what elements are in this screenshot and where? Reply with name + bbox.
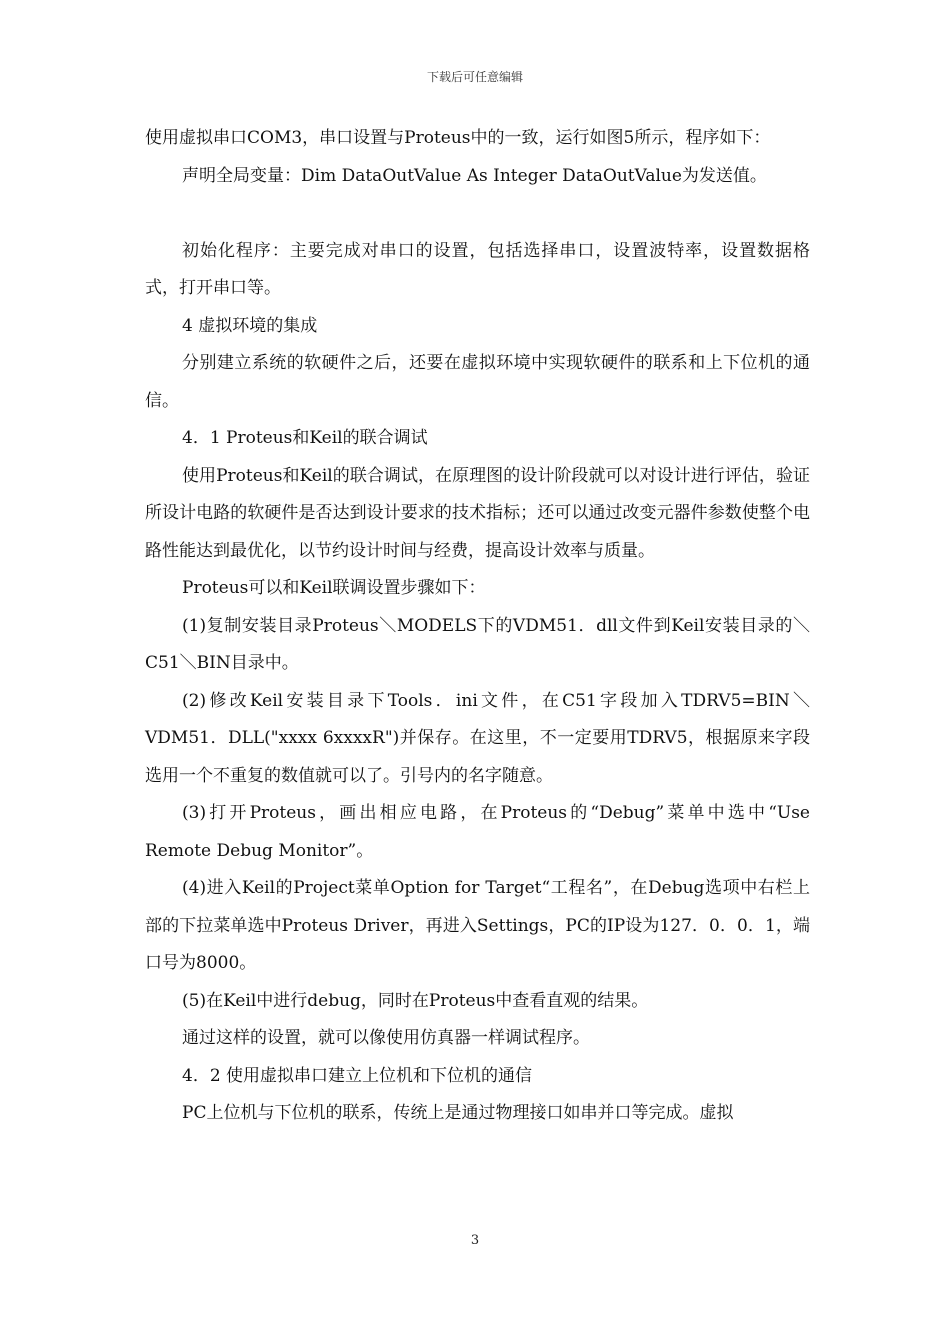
paragraph: Proteus可以和Keil联调设置步骤如下：: [182, 578, 486, 598]
section-heading: 4 虚拟环境的集成: [182, 315, 318, 336]
paragraph: 初始化程序：主要完成对串口的设置，包括选择串口，设置波特率，设置数据格式，打开串口等。: [145, 240, 810, 298]
paragraph: 声明全局变量：Dim DataOutValue As Integer DataOutValue为发送值。: [182, 165, 767, 186]
document-body: [145, 120, 810, 1133]
page-number: 3: [470, 1233, 480, 1248]
list-item: (5)在Keil中进行debug，同时在Proteus中查看直观的结果。: [182, 990, 649, 1011]
list-item: (3)打开Proteus，画出相应电路，在Proteus的“Debug”菜单中选中“Use Remote Debug Monitor”。: [145, 803, 810, 861]
paragraph: PC上位机与下位机的联系，传统上是通过物理接口如串并口等完成。虚拟: [182, 1103, 734, 1123]
list-item: (1)复制安装目录Proteus＼MODELS下的VDM51．dll文件到Keil安装目录的＼C51＼BIN目录中。: [145, 615, 810, 673]
paragraph: 使用Proteus和Keil的联合调试，在原理图的设计阶段就可以对设计进行评估，验证所设计电路的软硬件是否达到设计要求的技术指标；还可以通过改变元器件参数使整个电路性能达到最优化，以节约设计时间与经费，提高设计效率与质量。: [145, 465, 810, 561]
subsection-heading: 4．1 Proteus和Keil的联合调试: [182, 428, 428, 448]
paragraph: 通过这样的设置，就可以像使用仿真器一样调试程序。: [182, 1028, 590, 1048]
paragraph: 使用虚拟串口COM3，串口设置与Proteus中的一致，运行如图5所示，程序如下：: [145, 128, 771, 148]
blank-line: [145, 195, 810, 233]
list-item: (4)进入Keil的Project菜单Option for Target“工程名”，在Debug选项中右栏上部的下拉菜单选中Proteus Driver，再进入Settings，PC的IP设为127．0．0．1，端口号为8000。: [145, 878, 810, 973]
page-header: 下载后可任意编辑: [426, 70, 523, 84]
list-item: (2)修改Keil安装目录下Tools．ini文件，在C51字段加入TDRV5=BIN＼VDM51．DLL("xxxx 6xxxxR")并保存。在这里，不一定要用TDRV5，根据原来字段选用一个不重复的数值就可以了。引号内的名字随意。: [145, 690, 810, 786]
paragraph: 分别建立系统的软硬件之后，还要在虚拟环境中实现软硬件的联系和上下位机的通信。: [145, 353, 810, 411]
subsection-heading: 4．2 使用虚拟串口建立上位机和下位机的通信: [182, 1065, 533, 1086]
